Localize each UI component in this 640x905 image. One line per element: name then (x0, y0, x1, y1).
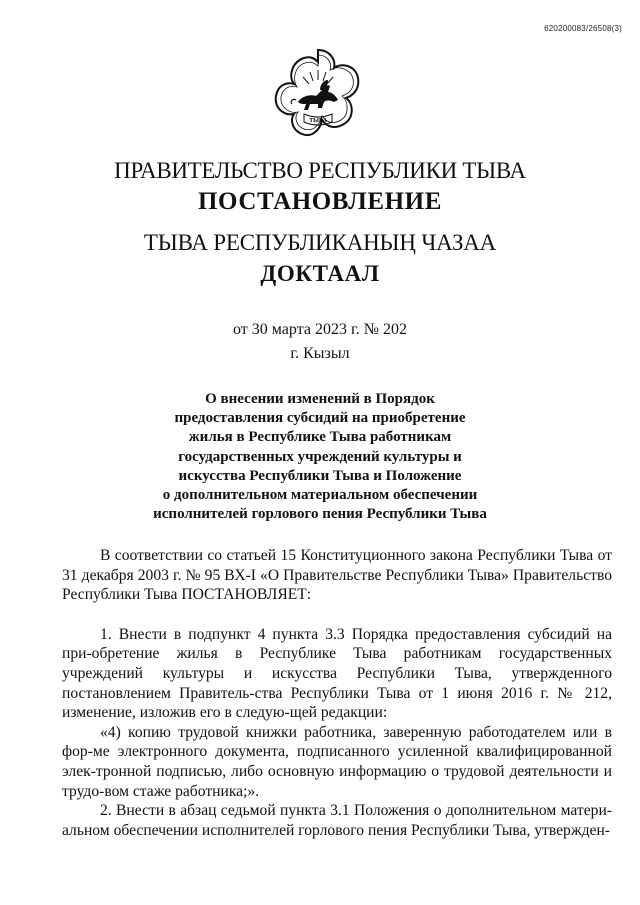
title-line: О внесении изменений в Порядок (205, 391, 435, 407)
decree-city: г. Кызыл (290, 345, 350, 362)
decree-title-ru: ПОСТАНОВЛЕНИЕ (197, 188, 443, 215)
document-id: 620200083/26508(3) (544, 24, 622, 33)
decree-title-tyv: ДОКТААЛ (260, 261, 380, 286)
decree-subject-title (0, 390, 640, 524)
government-title-tyv: ТЫВА РЕСПУБЛИКАНЫҢ ЧАЗАА (143, 230, 497, 255)
title-line: жилья в Республике Тыва работникам (188, 429, 452, 446)
emblem-inscription: ТЫВА (309, 118, 327, 124)
decree-date-number: от 30 марта 2023 г. № 202 (233, 321, 407, 338)
title-line: о дополнительном материальном обеспечении (162, 487, 478, 504)
tuva-coat-of-arms-icon (270, 46, 366, 142)
item-1-paragraph: 1. Внести в подпункт 4 пункта 3.3 Порядка предоставления субсидий на при-обретение жилья в Республике Тыва работникам государственных учреждений культуры и искусства Республики Тыва, утвержденного постановлением Правитель-ства Республики Тыва от 1 июня 2016 г. № 212, изменение, изложив его в следую-щей редакции: (62, 625, 612, 722)
title-line: искусства Республики Тыва и Положение (178, 467, 462, 484)
title-line: государственных учреждений культуры и (178, 448, 462, 465)
title-line: предоставления субсидий на приобретение (174, 410, 466, 427)
quoted-amendment-paragraph: «4) копию трудовой книжки работника, заверенную работодателем или в фор-ме электронного документа, подписанного усиленной квалифицированной элек-тронной подписью, либо основную информацию о трудовой деятельности и трудо-вом стаже работника;». (62, 723, 612, 800)
government-title-ru: ПРАВИТЕЛЬСТВО РЕСПУБЛИКИ ТЫВА (114, 158, 526, 183)
title-line: исполнителей горлового пения Республики Тыва (153, 506, 487, 523)
item-2-paragraph: 2. Внести в абзац седьмой пункта 3.1 Положения о дополнительном матери-альном обеспечении исполнителей горлового пения Республики Тыва, утвержден- (62, 802, 612, 839)
preamble-paragraph: В соответствии со статьей 15 Конституционного закона Республики Тыва от 31 декабря 2003 г. № 95 ВХ-I «О Правительстве Республики Тыва» Правительство Республики Тыва ПОСТАНОВЛЯЕТ: (62, 547, 612, 604)
decree-body (62, 546, 612, 840)
